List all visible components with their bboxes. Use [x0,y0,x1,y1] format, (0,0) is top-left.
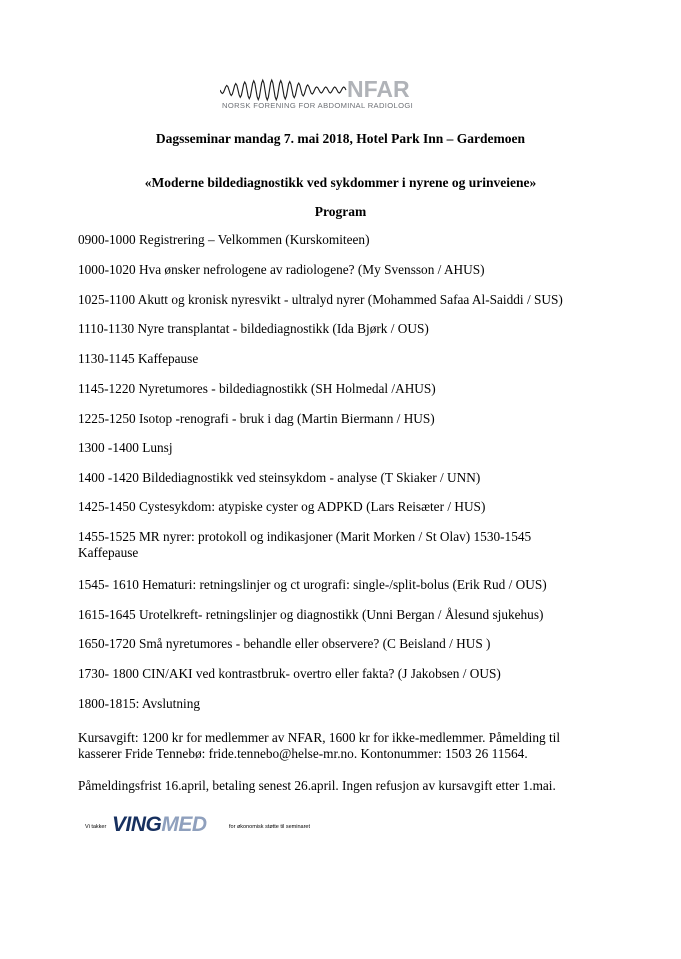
event-line: Dagsseminar mandag 7. mai 2018, Hotel Park Inn – Gardemoen [155,131,526,146]
waveform-icon [220,78,348,102]
program-item: 1300 -1400 Lunsj [78,440,173,455]
fee-info [78,730,598,762]
program-item: 1425-1450 Cystesykdom: atypiske cyster og ADPKD (Lars Reisæter / HUS) [78,499,486,514]
sponsor-suffix: for økonomisk støtte til seminaret [229,824,310,830]
program-item: 1455-1525 MR nyrer: protokoll og indikasjoner (Marit Morken / St Olav) 1530-1545 Kaffepause [78,529,532,560]
theme-line: «Moderne bildediagnostikk ved sykdommer i nyrene og urinveiene» [144,175,537,190]
program-item: 1545- 1610 Hematuri: retningslinjer og ct urografi: single-/split-bolus (Erik Rud / OUS) [78,577,547,592]
program-item: 1145-1220 Nyretumores - bildediagnostikk (SH Holmedal /AHUS) [78,381,436,396]
brand-part-1: VING [112,813,162,836]
program-item: 1730- 1800 CIN/AKI ved kontrastbruk- overtro eller fakta? (J Jakobsen / OUS) [78,666,501,681]
registration-deadline: Påmeldingsfrist 16.april, betaling senest 26.april. Ingen refusjon av kursavgift etter 1.mai. [78,778,556,793]
sponsor-line [85,813,345,837]
program-item: 1130-1145 Kaffepause [78,351,199,366]
program-item: 0900-1000 Registrering – Velkommen (Kurskomiteen) [78,232,370,247]
program-item: 1400 -1420 Bildediagnostikk ved steinsykdom - analyse (T Skiaker / UNN) [78,470,481,485]
brand-part-2: MED [161,813,207,836]
logo-wordmark: NFAR [347,76,410,102]
nfar-logo [220,78,442,114]
fee-line-1: Kursavgift: 1200 kr for medlemmer av NFAR, 1600 kr for ikke-medlemmer. Påmelding til [78,730,561,745]
logo-subtitle: NORSK FORENING FOR ABDOMINAL RADIOLOGI [222,101,414,110]
program-item: 1800-1815: Avslutning [78,696,201,711]
sponsor-prefix: Vi takker [85,824,107,830]
program-item: 1025-1100 Akutt og kronisk nyresvikt - ultralyd nyrer (Mohammed Safaa Al-Saiddi / SUS) [78,292,563,307]
program-item: 1615-1645 Urotelkreft- retningslinjer og diagnostikk (Unni Bergan / Ålesund sjukehus) [78,607,544,622]
program-item: 1110-1130 Nyre transplantat - bildediagnostikk (Ida Bjørk / OUS) [78,321,429,336]
program-item: 1650-1720 Små nyretumores - behandle eller observere? (C Beisland / HUS ) [78,636,491,651]
vingmed-logo [112,813,207,837]
program-item: 1225-1250 Isotop -renografi - bruk i dag (Martin Biermann / HUS) [78,411,435,426]
program-item: 1000-1020 Hva ønsker nefrologene av radiologene? (My Svensson / AHUS) [78,262,485,277]
program-title: Program [314,204,367,219]
fee-line-2: kasserer Fride Tennebø: fride.tennebo@helse-mr.no. Kontonummer: 1503 26 11564. [78,746,528,761]
